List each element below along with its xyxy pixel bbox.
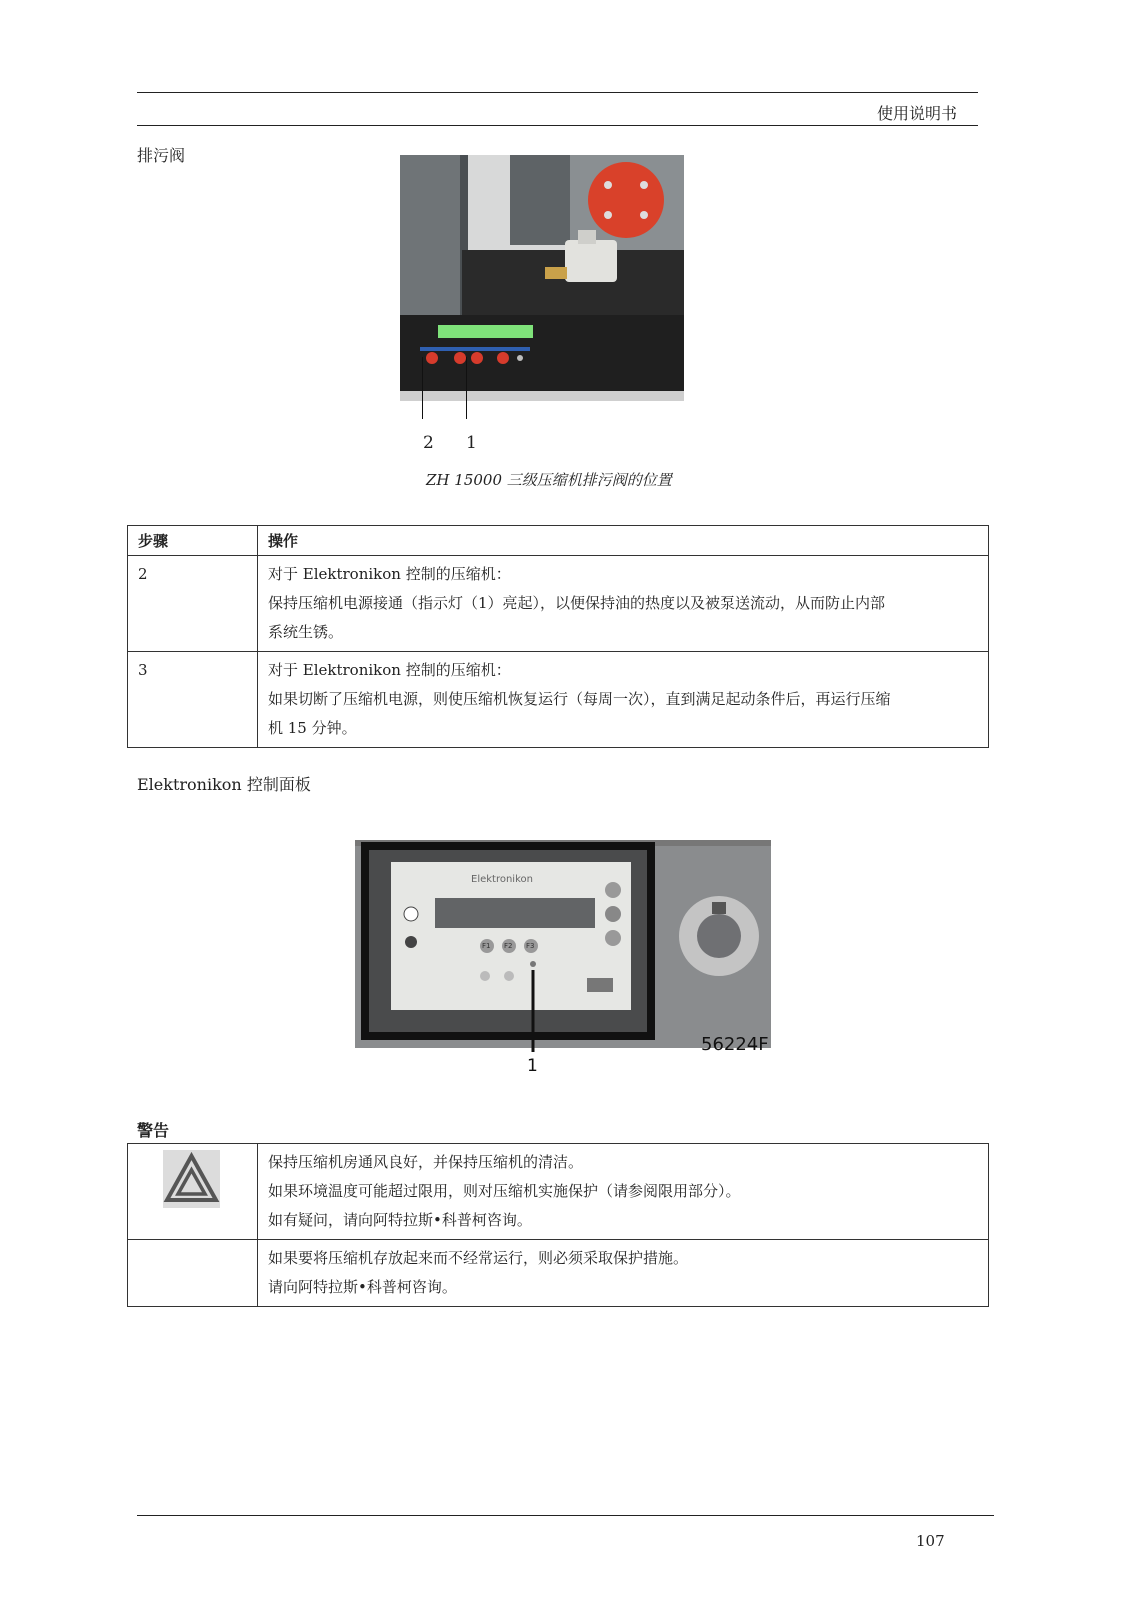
callout-number-1: 1 — [466, 433, 477, 453]
operation-line: 对于 Elektronikon 控制的压缩机： — [268, 661, 511, 679]
step-number: 3 — [138, 661, 148, 679]
table-row — [128, 1144, 989, 1240]
callout-number-2: 2 — [423, 433, 434, 453]
table-row — [128, 1240, 989, 1307]
header-rule-bottom — [137, 125, 978, 126]
section-label-control-panel: Elektronikon 控制面板 — [137, 775, 311, 794]
warning-line: 请向阿特拉斯•科普柯咨询。 — [268, 1278, 457, 1296]
operation-line: 保持压缩机电源接通（指示灯（1）亮起），以便保持油的热度以及被泵送流动，从而防止内部 — [268, 594, 886, 612]
warning-line: 保持压缩机房通风良好，并保持压缩机的清洁。 — [268, 1153, 584, 1171]
warning-title: 警告 — [137, 1121, 170, 1140]
step-number: 2 — [138, 565, 148, 583]
table-header-row — [128, 526, 989, 556]
page-number: 107 — [916, 1532, 945, 1550]
panel-callout-number: 1 — [527, 1056, 538, 1076]
warning-line: 如果环境温度可能超过限用，则对压缩机实施保护（请参阅限用部分）。 — [268, 1182, 741, 1200]
elektronikon-panel-photo — [355, 840, 771, 1088]
steps-table — [127, 525, 989, 748]
table-row — [128, 556, 989, 652]
operation-line: 如果切断了压缩机电源，则使压缩机恢复运行（每周一次），直到满足起动条件后，再运行压缩 — [268, 690, 891, 708]
operation-line: 对于 Elektronikon 控制的压缩机： — [268, 565, 511, 583]
function-key-f2: F2 — [504, 942, 513, 950]
callout-line-2 — [422, 357, 423, 419]
operation-line: 系统生锈。 — [268, 623, 344, 641]
header-rule-top — [137, 92, 978, 93]
footer-rule — [137, 1515, 994, 1516]
callout-line-1 — [466, 357, 467, 419]
section-label-drain-valve: 排污阀 — [137, 146, 186, 165]
header-operation: 操作 — [258, 526, 989, 556]
warning-line: 如有疑问，请向阿特拉斯•科普柯咨询。 — [268, 1211, 532, 1229]
figure-caption: ZH 15000 三级压缩机排污阀的位置 — [426, 471, 672, 489]
operation-line: 机 15 分钟。 — [268, 719, 357, 737]
table-row — [128, 652, 989, 748]
panel-brand-label: Elektronikon — [471, 874, 533, 885]
figure-code: 56224F — [701, 1034, 769, 1055]
warning-table — [127, 1143, 989, 1307]
function-key-f1: F1 — [482, 942, 491, 950]
header-title: 使用说明书 — [876, 104, 957, 123]
warning-triangle-icon — [163, 1150, 220, 1208]
warning-line: 如果要将压缩机存放起来而不经常运行，则必须采取保护措施。 — [268, 1249, 689, 1267]
function-key-f3: F3 — [526, 942, 535, 950]
drain-valve-photo — [400, 155, 684, 401]
header-step: 步骤 — [128, 526, 258, 556]
